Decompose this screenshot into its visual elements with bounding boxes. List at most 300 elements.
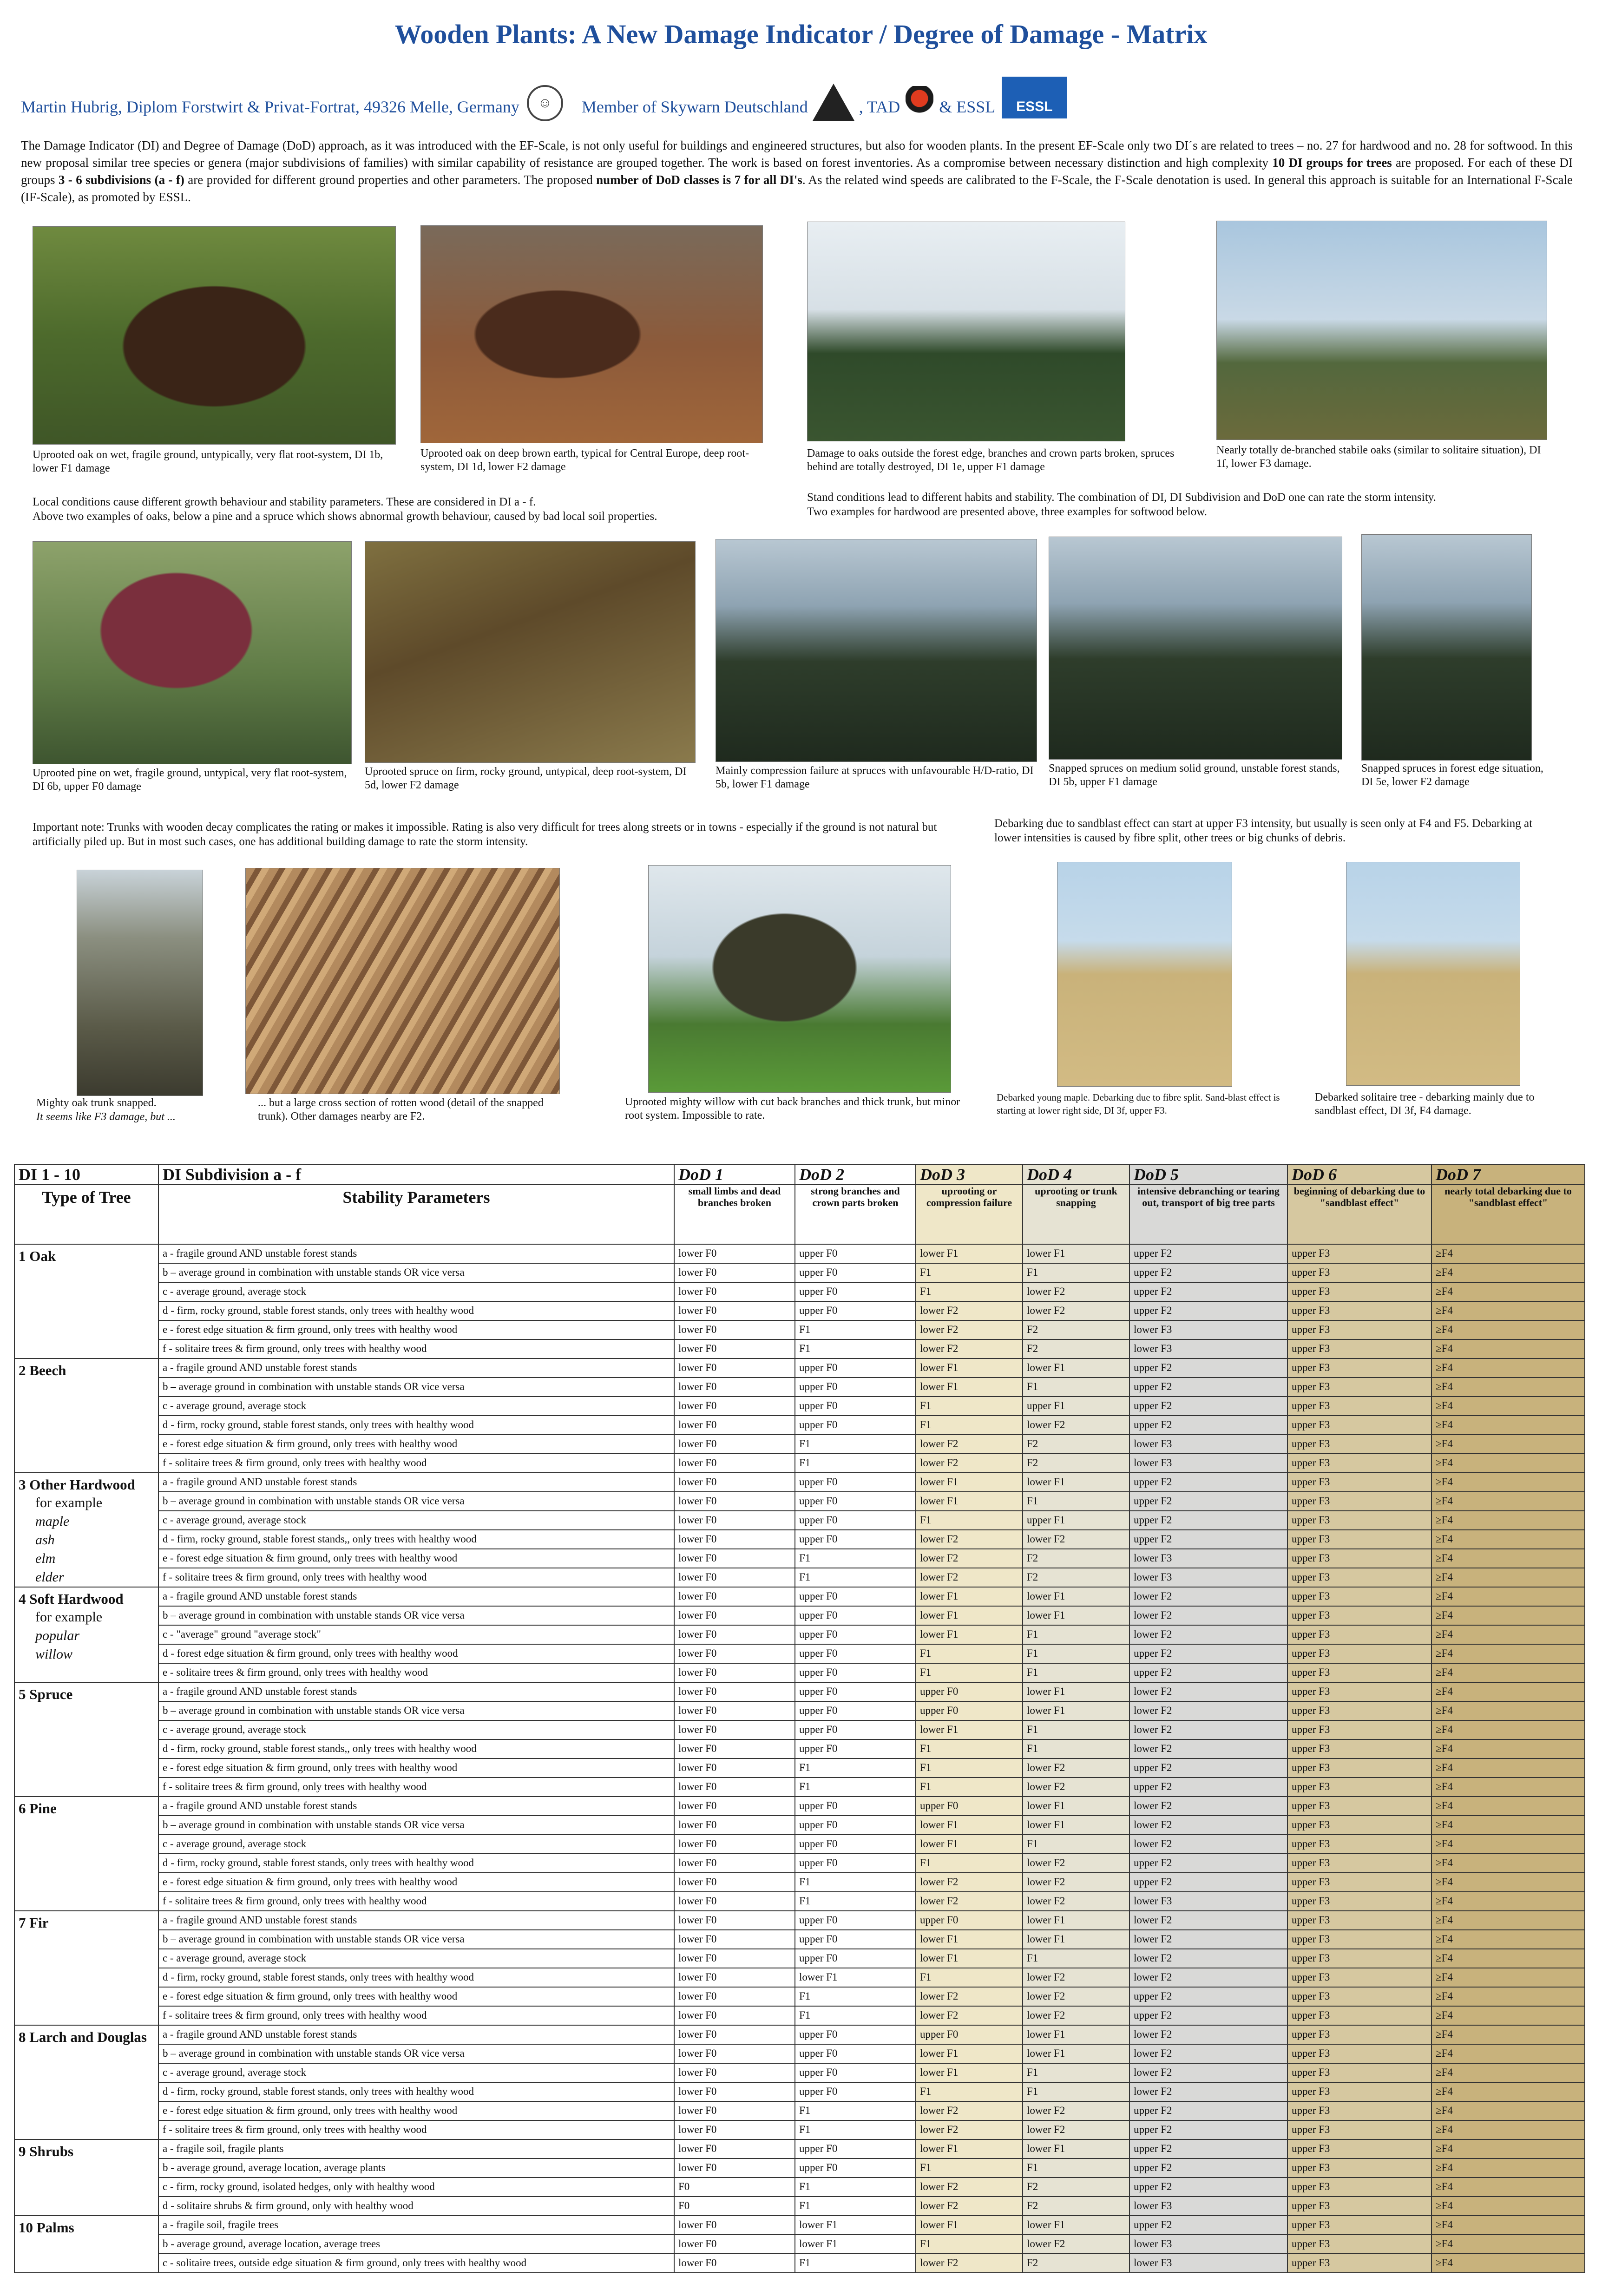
dod-2-value: upper F0 [795, 1263, 916, 1282]
dod-7-value: ≥F4 [1431, 1758, 1585, 1778]
dod-2-value: upper F0 [795, 1511, 916, 1530]
dod-6-value: upper F3 [1287, 1378, 1431, 1397]
dod-1-value: lower F0 [674, 1511, 795, 1530]
table-row [14, 2120, 1585, 2139]
stability-parameter-cell: b – average ground in combination with unstable stands OR vice versa [158, 1930, 674, 1949]
stability-parameter-cell: c - average ground, average stock [158, 1397, 674, 1416]
dod-2-value: F1 [795, 1758, 916, 1778]
table-row [14, 1644, 1585, 1663]
dod-1-value: lower F0 [674, 1968, 795, 1987]
dod-4-value: F1 [1023, 2063, 1129, 2082]
dod-7-value: ≥F4 [1431, 1568, 1585, 1587]
dod-6-value: upper F3 [1287, 1587, 1431, 1606]
dod-1-value: lower F0 [674, 2254, 795, 2273]
dod-3-value: F1 [916, 2158, 1023, 2178]
dod-5-value: upper F2 [1129, 1854, 1287, 1873]
header-dod-7-desc: nearly total debarking due to "sandblast effect" [1431, 1185, 1585, 1244]
dod-3-value: lower F2 [916, 2101, 1023, 2120]
dod-4-value: lower F2 [1023, 1873, 1129, 1892]
dod-7-value: ≥F4 [1431, 2235, 1585, 2254]
dod-7-value: ≥F4 [1431, 1511, 1585, 1530]
stability-parameter-cell: d - firm, rocky ground, stable forest stands, only trees with healthy wood [158, 1968, 674, 1987]
caption-photo-8: Snapped spruces on medium solid ground, unstable forest stands, DI 5b, upper F1 damage [1049, 762, 1340, 788]
dod-6-value: upper F3 [1287, 1606, 1431, 1625]
stability-parameter-cell: a - fragile ground AND unstable forest stands [158, 1911, 674, 1930]
dod-1-value: lower F0 [674, 1720, 795, 1739]
dod-2-value: upper F0 [795, 1492, 916, 1511]
stability-parameter-cell: a - fragile ground AND unstable forest stands [158, 1797, 674, 1816]
header-dod-7: DoD 7 [1431, 1164, 1585, 1185]
header-dod-5: DoD 5 [1129, 1164, 1287, 1185]
photo-uprooted-oak-wet [33, 226, 396, 445]
dod-5-value: upper F2 [1129, 1263, 1287, 1282]
caption-photo-12: Uprooted mighty willow with cut back branches and thick trunk, but minor root system. Impossible to rate. [625, 1096, 960, 1122]
stability-parameter-cell: d - solitaire shrubs & firm ground, only with healthy wood [158, 2197, 674, 2216]
caption-photo-14: Debarked solitaire tree - debarking mainly due to sandblast effect, DI 3f, F4 damage. [1315, 1091, 1535, 1117]
note-stand-conditions: Stand conditions lead to different habits and stability. The combination of DI, DI Subdivision and DoD one can rate the storm intensity. Two examples for hardwood are presented above, three examples for softwood below. [807, 491, 1436, 518]
dod-6-value: upper F3 [1287, 1987, 1431, 2006]
dod-3-value: lower F2 [916, 1530, 1023, 1549]
header-dod-1-desc: small limbs and dead branches broken [674, 1185, 795, 1244]
note-local-conditions: Local conditions cause different growth behaviour and stability parameters. These are considered in DI a - f. Above two examples of oaks, below a pine and a spruce which shows abnormal growth behaviour, caused by bad local soil properties. [33, 496, 657, 523]
stability-parameter-cell: a - fragile ground AND unstable forest stands [158, 1587, 674, 1606]
photo-uprooted-oak-brown-earth [420, 225, 763, 443]
dod-4-value: F2 [1023, 2197, 1129, 2216]
dod-4-value: F1 [1023, 1378, 1129, 1397]
photo-oaks-forest-edge [807, 222, 1125, 441]
tree-type-cell [14, 1587, 158, 1682]
dod-1-value: lower F0 [674, 1416, 795, 1435]
dod-4-value: F1 [1023, 1625, 1129, 1644]
dod-5-value: lower F2 [1129, 1930, 1287, 1949]
header-dod-3-desc: uprooting or compression failure [916, 1185, 1023, 1244]
dod-1-value: lower F0 [674, 1320, 795, 1339]
stability-parameter-cell: f - solitaire trees & firm ground, only trees with healthy wood [158, 2006, 674, 2025]
dod-4-value: lower F1 [1023, 1911, 1129, 1930]
dod-4-value: F1 [1023, 1720, 1129, 1739]
header-dod-6: DoD 6 [1287, 1164, 1431, 1185]
dod-1-value: lower F0 [674, 2063, 795, 2082]
dod-3-value: lower F2 [916, 1892, 1023, 1911]
dod-1-value: lower F0 [674, 1949, 795, 1968]
table-row [14, 1301, 1585, 1320]
essl-text: & ESSL [939, 98, 996, 116]
dod-4-value: F1 [1023, 1644, 1129, 1663]
dod-4-value: upper F1 [1023, 1397, 1129, 1416]
header-dod-6-desc: beginning of debarking due to "sandblast effect" [1287, 1185, 1431, 1244]
caption-photo-11: ... but a large cross section of rotten wood (detail of the snapped trunk). Other damages nearby are F2. [258, 1097, 544, 1122]
dod-1-value: lower F0 [674, 1587, 795, 1606]
dod-3-value: lower F2 [916, 2006, 1023, 2025]
dod-3-value: lower F2 [916, 1435, 1023, 1454]
dod-7-value: ≥F4 [1431, 1378, 1585, 1397]
dod-4-value: F1 [1023, 1739, 1129, 1758]
dod-6-value: upper F3 [1287, 2254, 1431, 2273]
tree-type-name: 9 Shrubs [19, 2143, 74, 2159]
dod-2-value: lower F1 [795, 2235, 916, 2254]
dod-2-value: F1 [795, 1987, 916, 2006]
dod-2-value: upper F0 [795, 1835, 916, 1854]
table-row [14, 1263, 1585, 1282]
dod-7-value: ≥F4 [1431, 1606, 1585, 1625]
dod-4-value: lower F2 [1023, 1968, 1129, 1987]
header-di-range: DI 1 - 10 [14, 1164, 158, 1185]
dod-7-value: ≥F4 [1431, 1358, 1585, 1378]
dod-6-value: upper F3 [1287, 1739, 1431, 1758]
dod-7-value: ≥F4 [1431, 1701, 1585, 1720]
table-row [14, 1758, 1585, 1778]
dod-3-value: F1 [916, 1644, 1023, 1663]
dod-7-value: ≥F4 [1431, 1435, 1585, 1454]
dod-2-value: upper F0 [795, 2139, 916, 2158]
table-row [14, 1911, 1585, 1930]
table-row [14, 1720, 1585, 1739]
stability-parameter-cell: e - forest edge situation & firm ground, only trees with healthy wood [158, 2101, 674, 2120]
dod-4-value: lower F2 [1023, 1282, 1129, 1301]
dod-3-value: F1 [916, 1663, 1023, 1682]
dod-7-value: ≥F4 [1431, 2120, 1585, 2139]
dod-7-value: ≥F4 [1431, 1530, 1585, 1549]
dod-7-value: ≥F4 [1431, 1282, 1585, 1301]
tree-type-example: popular [35, 1628, 80, 1643]
dod-6-value: upper F3 [1287, 1854, 1431, 1873]
stability-parameter-cell: b – average ground in combination with unstable stands OR vice versa [158, 1701, 674, 1720]
stability-parameter-cell: a - fragile ground AND unstable forest stands [158, 1244, 674, 1263]
dod-3-value: F1 [916, 1511, 1023, 1530]
note-debarking: Debarking due to sandblast effect can start at upper F3 intensity, but usually is seen only at F4 and F5. Debarking at lower intensities is caused by fibre split, other trees or big chunks of debris. [994, 817, 1533, 844]
tad-text: , TAD [859, 98, 900, 116]
dod-2-value: upper F0 [795, 1378, 916, 1397]
table-row [14, 1492, 1585, 1511]
stability-parameter-cell: a - fragile ground AND unstable forest stands [158, 1682, 674, 1701]
dod-2-value: F1 [795, 1320, 916, 1339]
dod-5-value: upper F2 [1129, 1873, 1287, 1892]
dod-2-value: F1 [795, 1435, 916, 1454]
dod-3-value: lower F1 [916, 2063, 1023, 2082]
dod-2-value: upper F0 [795, 1739, 916, 1758]
stability-parameter-cell: b – average ground in combination with unstable stands OR vice versa [158, 1378, 674, 1397]
dod-2-value: upper F0 [795, 1416, 916, 1435]
stability-parameter-cell: d - firm, rocky ground, stable forest stands, only trees with healthy wood [158, 1416, 674, 1435]
dod-1-value: lower F0 [674, 2216, 795, 2235]
tree-type-example: for example [35, 1609, 103, 1625]
dod-3-value: lower F2 [916, 2197, 1023, 2216]
intro-bold-3: number of DoD classes is 7 for all DI's [596, 173, 802, 187]
tree-type-name: 1 Oak [19, 1248, 56, 1264]
dod-2-value: F1 [795, 2197, 916, 2216]
dod-6-value: upper F3 [1287, 1244, 1431, 1263]
dod-2-value: upper F0 [795, 1282, 916, 1301]
dod-2-value: F1 [795, 2101, 916, 2120]
dod-5-value: upper F2 [1129, 1663, 1287, 1682]
dod-4-value: lower F2 [1023, 2235, 1129, 2254]
dod-7-value: ≥F4 [1431, 1644, 1585, 1663]
dod-4-value: lower F1 [1023, 1358, 1129, 1378]
caption-photo-4: Nearly totally de-branched stabile oaks (similar to solitaire situation), DI 1f, lower F3 damage. [1216, 444, 1541, 470]
dod-6-value: upper F3 [1287, 1873, 1431, 1892]
dod-7-value: ≥F4 [1431, 1987, 1585, 2006]
dod-5-value: upper F2 [1129, 1511, 1287, 1530]
dod-5-value: upper F2 [1129, 1492, 1287, 1511]
dod-1-value: lower F0 [674, 1301, 795, 1320]
caption-photo-3: Damage to oaks outside the forest edge, branches and crown parts broken, spruces behind are totally destroyed, DI 1e, upper F1 damage [807, 447, 1175, 473]
dod-5-value: upper F2 [1129, 1530, 1287, 1549]
intro-bold-2: 3 - 6 subdivisions (a - f) [58, 173, 184, 187]
dod-2-value: upper F0 [795, 1397, 916, 1416]
dod-5-value: lower F3 [1129, 1435, 1287, 1454]
dod-7-value: ≥F4 [1431, 1930, 1585, 1949]
dod-5-value: upper F2 [1129, 2101, 1287, 2120]
photo-uprooted-spruce [365, 541, 696, 763]
dod-6-value: upper F3 [1287, 1911, 1431, 1930]
dod-3-value: lower F2 [916, 1987, 1023, 2006]
tree-type-name: 8 Larch and Douglas [19, 2029, 147, 2045]
stability-parameter-cell: b – average ground in combination with unstable stands OR vice versa [158, 1606, 674, 1625]
header-dod-3: DoD 3 [916, 1164, 1023, 1185]
table-row [14, 1701, 1585, 1720]
tree-type-name: 6 Pine [19, 1800, 57, 1817]
dod-3-value: lower F1 [916, 1378, 1023, 1397]
dod-6-value: upper F3 [1287, 1797, 1431, 1816]
table-row [14, 1663, 1585, 1682]
dod-5-value: lower F2 [1129, 2082, 1287, 2101]
dod-7-value: ≥F4 [1431, 1625, 1585, 1644]
table-row [14, 1358, 1585, 1378]
dod-5-value: upper F2 [1129, 2178, 1287, 2197]
dod-2-value: upper F0 [795, 1606, 916, 1625]
stability-parameter-cell: d - firm, rocky ground, stable forest stands,, only trees with healthy wood [158, 1530, 674, 1549]
dod-2-value: upper F0 [795, 1625, 916, 1644]
dod-7-value: ≥F4 [1431, 1816, 1585, 1835]
dod-4-value: F2 [1023, 2178, 1129, 2197]
stability-parameter-cell: c - average ground, average stock [158, 1949, 674, 1968]
stability-parameter-cell: c - solitaire trees, outside edge situation & firm ground, only trees with healthy wood [158, 2254, 674, 2273]
dod-5-value: upper F2 [1129, 1301, 1287, 1320]
dod-7-value: ≥F4 [1431, 2158, 1585, 2178]
tree-type-cell [14, 2139, 158, 2216]
dod-6-value: upper F3 [1287, 2235, 1431, 2254]
dod-3-value: lower F2 [916, 1320, 1023, 1339]
dod-6-value: upper F3 [1287, 1663, 1431, 1682]
dod-3-value: lower F1 [916, 2216, 1023, 2235]
photo-debarked-solitaire [1346, 862, 1520, 1086]
dod-1-value: lower F0 [674, 2139, 795, 2158]
dod-3-value: F1 [916, 1854, 1023, 1873]
dod-5-value: upper F2 [1129, 1358, 1287, 1378]
dod-1-value: lower F0 [674, 2120, 795, 2139]
table-row [14, 2139, 1585, 2158]
table-row [14, 1797, 1585, 1816]
dod-2-value: upper F0 [795, 1358, 916, 1378]
dod-1-value: lower F0 [674, 2158, 795, 2178]
dod-5-value: upper F2 [1129, 1416, 1287, 1435]
tree-type-name: 7 Fir [19, 1915, 49, 1931]
dod-5-value: lower F3 [1129, 1892, 1287, 1911]
stability-parameter-cell: f - solitaire trees & firm ground, only trees with healthy wood [158, 2120, 674, 2139]
dod-6-value: upper F3 [1287, 1682, 1431, 1701]
stability-parameter-cell: b - average ground, average location, average trees [158, 2235, 674, 2254]
dod-1-value: lower F0 [674, 1397, 795, 1416]
dod-2-value: F1 [795, 2120, 916, 2139]
table-row [14, 1625, 1585, 1644]
dod-5-value: lower F2 [1129, 1587, 1287, 1606]
table-row [14, 1416, 1585, 1435]
dod-2-value: upper F0 [795, 2025, 916, 2044]
dod-5-value: lower F2 [1129, 1739, 1287, 1758]
dod-1-value: lower F0 [674, 1492, 795, 1511]
dod-4-value: lower F2 [1023, 2101, 1129, 2120]
caption-photo-10b: It seems like F3 damage, but ... [36, 1111, 176, 1123]
table-row [14, 1987, 1585, 2006]
dod-1-value: lower F0 [674, 1644, 795, 1663]
tad-logo-icon [906, 86, 933, 128]
dod-5-value: lower F2 [1129, 1968, 1287, 1987]
note-important: Important note: Trunks with wooden decay complicates the rating or makes it impossible. Rating is also very difficult for trees along streets or in towns - especially if the ground is not natural but artificially piled up. But in most such cases, one has additional building damage to rate the storm intensity. [33, 821, 937, 848]
author-text: Martin Hubrig, Diplom Forstwirt & Privat-Fortrat, 49326 Melle, Germany [21, 98, 519, 116]
stability-parameter-cell: e - forest edge situation & firm ground, only trees with healthy wood [158, 1987, 674, 2006]
table-row [14, 2101, 1585, 2120]
page-title: Wooden Plants: A New Damage Indicator / Degree of Damage - Matrix [394, 19, 1208, 49]
dod-6-value: upper F3 [1287, 2216, 1431, 2235]
photo-snapped-spruces-edge [1361, 534, 1532, 761]
dod-6-value: upper F3 [1287, 1530, 1431, 1549]
dod-2-value: upper F0 [795, 2044, 916, 2063]
table-row [14, 1244, 1585, 1263]
dod-6-value: upper F3 [1287, 2120, 1431, 2139]
dod-6-value: upper F3 [1287, 1473, 1431, 1492]
dod-6-value: upper F3 [1287, 1454, 1431, 1473]
dod-5-value: lower F2 [1129, 1682, 1287, 1701]
dod-7-value: ≥F4 [1431, 1968, 1585, 1987]
header-dod-1: DoD 1 [674, 1164, 795, 1185]
stability-parameter-cell: e - forest edge situation & firm ground, only trees with healthy wood [158, 1320, 674, 1339]
dod-1-value: lower F0 [674, 1682, 795, 1701]
caption-photo-7: Mainly compression failure at spruces with unfavourable H/D-ratio, DI 5b, lower F1 damage [716, 765, 1034, 790]
dod-6-value: upper F3 [1287, 1778, 1431, 1797]
dod-5-value: lower F3 [1129, 2197, 1287, 2216]
stability-parameter-cell: a - fragile ground AND unstable forest stands [158, 1358, 674, 1378]
dod-2-value: F1 [795, 1778, 916, 1797]
dod-5-value: lower F3 [1129, 1339, 1287, 1358]
photo-uprooted-pine [33, 541, 352, 764]
dod-3-value: lower F2 [916, 1339, 1023, 1358]
dod-1-value: lower F0 [674, 1606, 795, 1625]
dod-7-value: ≥F4 [1431, 1301, 1585, 1320]
tree-type-example: ash [35, 1532, 55, 1548]
table-row [14, 2254, 1585, 2273]
header-dod-4-desc: uprooting or trunk snapping [1023, 1185, 1129, 1244]
dod-1-value: lower F0 [674, 1568, 795, 1587]
dod-5-value: lower F2 [1129, 1720, 1287, 1739]
stability-parameter-cell: c - average ground, average stock [158, 2063, 674, 2082]
stability-parameter-cell: d - forest edge situation & firm ground, only trees with healthy wood [158, 1644, 674, 1663]
table-row [14, 1473, 1585, 1492]
photo-compression-failure-spruces [716, 539, 1037, 762]
dod-4-value: lower F1 [1023, 2044, 1129, 2063]
stability-parameter-cell: d - firm, rocky ground, stable forest stands, only trees with healthy wood [158, 1854, 674, 1873]
dod-3-value: lower F1 [916, 1244, 1023, 1263]
dod-1-value: lower F0 [674, 1454, 795, 1473]
dod-7-value: ≥F4 [1431, 1720, 1585, 1739]
dod-5-value: upper F2 [1129, 2006, 1287, 2025]
tree-type-cell [14, 1682, 158, 1797]
dod-5-value: lower F3 [1129, 1454, 1287, 1473]
dod-5-value: lower F2 [1129, 1816, 1287, 1835]
stability-parameter-cell: e - forest edge situation & firm ground, only trees with healthy wood [158, 1549, 674, 1568]
dod-2-value: upper F0 [795, 1587, 916, 1606]
table-row [14, 1892, 1585, 1911]
dod-4-value: lower F1 [1023, 2139, 1129, 2158]
stability-parameter-cell: c - average ground, average stock [158, 1282, 674, 1301]
dod-5-value: upper F2 [1129, 2158, 1287, 2178]
tree-type-example: maple [35, 1514, 70, 1529]
dod-6-value: upper F3 [1287, 1816, 1431, 1835]
dod-7-value: ≥F4 [1431, 1587, 1585, 1606]
dod-2-value: F1 [795, 1568, 916, 1587]
dod-6-value: upper F3 [1287, 1549, 1431, 1568]
table-row [14, 2158, 1585, 2178]
dod-5-value: lower F2 [1129, 2025, 1287, 2044]
dod-3-value: lower F1 [916, 1930, 1023, 1949]
dod-3-value: F1 [916, 1739, 1023, 1758]
table-row [14, 2216, 1585, 2235]
dod-5-value: lower F2 [1129, 1949, 1287, 1968]
dod-3-value: lower F1 [916, 1473, 1023, 1492]
intro-text-2: are proposed. For each of these DI groups [21, 156, 1573, 187]
dod-5-value: lower F2 [1129, 2063, 1287, 2082]
dod-5-value: upper F2 [1129, 1397, 1287, 1416]
dod-6-value: upper F3 [1287, 1416, 1431, 1435]
table-row [14, 1949, 1585, 1968]
dod-4-value: F2 [1023, 2254, 1129, 2273]
photo-debarked-maple [1057, 862, 1232, 1087]
dod-1-value: lower F0 [674, 1701, 795, 1720]
dod-5-value: upper F2 [1129, 1473, 1287, 1492]
header-type-of-tree: Type of Tree [14, 1185, 158, 1244]
dod-4-value: lower F1 [1023, 1587, 1129, 1606]
dod-7-value: ≥F4 [1431, 1778, 1585, 1797]
dod-3-value: F1 [916, 1397, 1023, 1416]
table-row [14, 1835, 1585, 1854]
skywarn-logo-icon [813, 84, 854, 121]
dod-4-value: lower F2 [1023, 1301, 1129, 1320]
dod-1-value: F0 [674, 2178, 795, 2197]
table-row [14, 2006, 1585, 2025]
stability-parameter-cell: b – average ground in combination with unstable stands OR vice versa [158, 1492, 674, 1511]
dod-4-value: lower F1 [1023, 1816, 1129, 1835]
author-line [21, 88, 1577, 125]
table-row [14, 1435, 1585, 1454]
dod-2-value: F1 [795, 1892, 916, 1911]
dod-1-value: lower F0 [674, 1911, 795, 1930]
dod-2-value: upper F0 [795, 1530, 916, 1549]
tree-type-name: 10 Palms [19, 2219, 74, 2236]
dod-3-value: lower F1 [916, 1492, 1023, 1511]
dod-7-value: ≥F4 [1431, 2216, 1585, 2235]
dod-4-value: lower F2 [1023, 2006, 1129, 2025]
tree-type-name: 2 Beech [19, 1362, 66, 1378]
dod-6-value: upper F3 [1287, 1701, 1431, 1720]
dod-6-value: upper F3 [1287, 1492, 1431, 1511]
dod-7-value: ≥F4 [1431, 1492, 1585, 1511]
intro-text-4: . As the related wind speeds are calibrated to the F-Scale, the F-Scale denotation is used. In general this approach is suitable for an International F-Scale (IF-Scale), as promoted by ESSL. [21, 173, 1573, 204]
dod-7-value: ≥F4 [1431, 1416, 1585, 1435]
tree-type-name: 3 Other Hardwood [19, 1476, 135, 1493]
dod-5-value: upper F2 [1129, 1378, 1287, 1397]
photo-rotten-wood [245, 868, 560, 1094]
dod-3-value: lower F1 [916, 1587, 1023, 1606]
dod-7-value: ≥F4 [1431, 2082, 1585, 2101]
